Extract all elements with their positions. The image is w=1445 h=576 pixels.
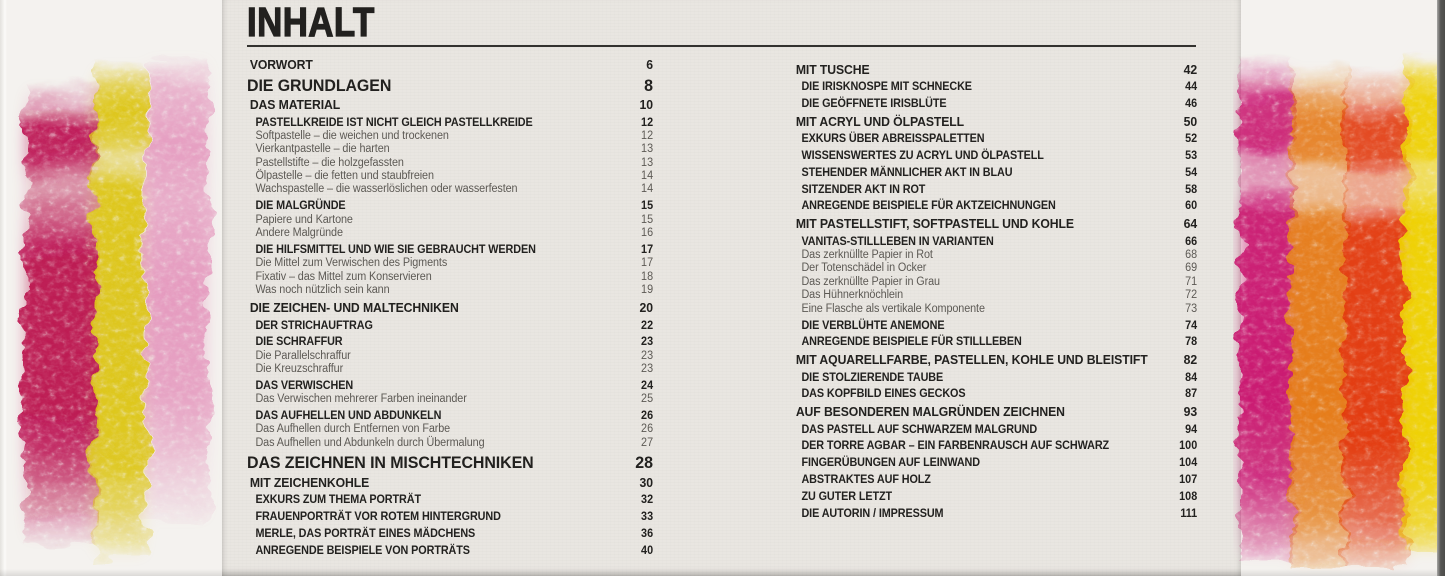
toc-row <box>793 404 1197 420</box>
magenta-pastel-stroke <box>1239 55 1293 560</box>
toc-entry-label: Ölpastelle – die fetten und staubfreien <box>255 170 434 183</box>
toc-row <box>247 170 653 183</box>
toc-row <box>247 335 653 349</box>
toc-column-left <box>247 54 653 558</box>
toc-entry-label: Wachspastelle – die wasserlöslichen oder wasserfesten <box>255 183 518 196</box>
toc-entry-page: 24 <box>641 379 654 392</box>
toc-row <box>247 57 653 73</box>
toc-entry-page: 23 <box>641 362 654 375</box>
toc-entry-label: VANITAS-STILLLEBEN IN VARIANTEN <box>801 235 994 248</box>
toc-entry-label: Das Aufhellen durch Entfernen von Farbe <box>255 423 451 436</box>
toc-row <box>793 387 1197 401</box>
toc-row <box>793 97 1197 111</box>
toc-row <box>793 132 1197 146</box>
toc-entry-page: 66 <box>1185 235 1198 248</box>
toc-entry-page: 12 <box>641 129 654 142</box>
toc-row <box>793 490 1197 504</box>
toc-row <box>793 473 1197 487</box>
toc-row <box>247 527 653 541</box>
toc-entry-page: 71 <box>1185 275 1198 288</box>
toc-entry-label: Das zerknüllte Papier in Rot <box>801 248 933 261</box>
toc-entry-page: 78 <box>1185 336 1198 349</box>
toc-entry-label: DAS MATERIAL <box>249 97 341 112</box>
toc-entry-page: 33 <box>641 511 654 524</box>
toc-row <box>247 423 653 436</box>
pastel-strokes-right <box>1233 0 1445 576</box>
toc-row <box>247 510 653 524</box>
toc-row <box>247 437 653 450</box>
toc-row <box>247 143 653 156</box>
toc-entry-page: 40 <box>641 544 654 557</box>
toc-entry-label: Die Mittel zum Verwischen des Pigments <box>255 257 448 270</box>
toc-entry-label: Das Verwischen mehrerer Farben ineinander <box>255 393 467 406</box>
toc-entry-label: MERLE, DAS PORTRÄT EINES MÄDCHENS <box>255 527 476 540</box>
toc-entry-page: 50 <box>1183 113 1198 129</box>
toc-row <box>793 80 1197 94</box>
toc-row <box>793 249 1197 262</box>
toc-entry-page: 13 <box>641 156 654 169</box>
toc-entry-page: 42 <box>1183 61 1198 77</box>
toc-entry-page: 30 <box>639 474 654 490</box>
toc-row <box>793 423 1197 437</box>
toc-entry-page: 74 <box>1185 319 1198 332</box>
toc-entry-label: Das zerknüllte Papier in Grau <box>801 275 940 288</box>
toc-row <box>793 235 1197 249</box>
toc-entry-page: 17 <box>641 257 654 270</box>
toc-entry-page: 14 <box>641 170 654 183</box>
toc-row <box>793 262 1197 275</box>
toc-entry-page: 72 <box>1185 289 1198 302</box>
bottom-page-shadow <box>0 569 1445 576</box>
pink-pastel-stroke <box>147 58 209 523</box>
toc-entry-label: DIE STOLZIERENDE TAUBE <box>801 371 944 384</box>
toc-row <box>793 335 1197 349</box>
toc-entry-page: 111 <box>1180 507 1198 520</box>
toc-row <box>793 352 1197 368</box>
toc-entry-page: 94 <box>1185 423 1198 436</box>
toc-entry-page: 73 <box>1185 302 1198 315</box>
toc-entry-label: ZU GUTER LETZT <box>801 490 893 503</box>
toc-entry-page: 26 <box>641 423 654 436</box>
toc-entry-label: DIE VERBLÜHTE ANEMONE <box>801 319 945 332</box>
toc-entry-page: 19 <box>641 284 654 297</box>
toc-entry-page: 108 <box>1179 490 1198 503</box>
toc-entry-label: DAS ZEICHNEN IN MISCHTECHNIKEN <box>247 453 534 473</box>
toc-entry-label: DAS KOPFBILD EINES GECKOS <box>801 388 966 401</box>
toc-row <box>247 475 653 491</box>
toc-entry-label: MIT PASTELLSTIFT, SOFTPASTELL UND KOHLE <box>795 216 1074 232</box>
toc-row <box>247 393 653 406</box>
toc-entry-page: 52 <box>1185 133 1198 146</box>
toc-entry-page: 10 <box>639 97 654 112</box>
toc-row <box>247 227 653 240</box>
toc-row <box>247 350 653 363</box>
toc-entry-label: Papiere und Kartone <box>255 213 353 226</box>
toc-entry-label: EXKURS ÜBER ABREISSPALETTEN <box>801 133 985 146</box>
toc-row <box>247 544 653 558</box>
toc-entry-label: STEHENDER MÄNNLICHER AKT IN BLAU <box>801 166 1013 179</box>
toc-row <box>793 114 1197 130</box>
toc-entry-label: Das Hühnerknöchlein <box>801 289 904 302</box>
toc-entry-label: DER TORRE AGBAR – EIN FARBENRAUSCH AUF SCHWARZ <box>801 440 1110 453</box>
toc-entry-page: 12 <box>641 116 654 129</box>
toc-entry-page: 25 <box>641 393 654 406</box>
toc-entry-page: 17 <box>641 244 654 257</box>
toc-entry-page: 20 <box>639 299 654 315</box>
toc-row <box>247 243 653 257</box>
toc-entry-label: ANREGENDE BEISPIELE FÜR AKTZEICHNUNGEN <box>801 200 1056 213</box>
toc-row <box>793 319 1197 333</box>
toc-row <box>247 257 653 270</box>
toc-row <box>793 303 1197 316</box>
toc-entry-page: 26 <box>641 410 654 423</box>
toc-entry-page: 82 <box>1183 352 1198 367</box>
toc-entry-page: 58 <box>1185 183 1198 196</box>
toc-entry-page: 107 <box>1179 474 1198 487</box>
toc-entry-label: DAS VERWISCHEN <box>255 379 354 392</box>
toc-entry-page: 69 <box>1185 262 1198 275</box>
toc-row <box>247 363 653 376</box>
toc-entry-label: Andere Malgründe <box>255 227 343 240</box>
book-edge-shadow <box>1437 0 1445 576</box>
toc-entry-label: ABSTRAKTES AUF HOLZ <box>801 474 931 487</box>
toc-entry-page: 60 <box>1185 200 1198 213</box>
toc-row <box>247 214 653 227</box>
toc-entry-label: DIE IRISKNOSPE MIT SCHNECKE <box>801 81 972 94</box>
toc-entry-page: 64 <box>1183 216 1198 232</box>
toc-row <box>247 493 653 507</box>
toc-row <box>247 130 653 143</box>
toc-entry-label: MIT TUSCHE <box>795 61 870 77</box>
toc-column-right <box>793 59 1197 521</box>
toc-entry-label: DIE SCHRAFFUR <box>255 336 343 349</box>
toc-row <box>247 76 653 95</box>
toc-row <box>247 409 653 423</box>
toc-entry-page: 84 <box>1185 371 1198 384</box>
toc-row <box>793 456 1197 470</box>
toc-row <box>793 439 1197 453</box>
toc-row <box>247 284 653 297</box>
toc-entry-page: 68 <box>1185 248 1198 261</box>
toc-entry-label: Das Aufhellen und Abdunkeln durch Übermalung <box>255 436 485 449</box>
toc-entry-label: DIE AUTORIN / IMPRESSUM <box>801 507 944 520</box>
toc-row <box>793 507 1197 521</box>
toc-entry-page: 23 <box>641 336 654 349</box>
toc-entry-label: PASTELLKREIDE IST NICHT GLEICH PASTELLKREIDE <box>255 116 533 129</box>
toc-entry-page: 46 <box>1185 97 1198 110</box>
page-title: INHALT <box>247 0 375 45</box>
toc-row <box>793 371 1197 385</box>
toc-entry-label: DIE GEÖFFNETE IRISBLÜTE <box>801 97 947 110</box>
pastel-strokes-left <box>0 0 230 576</box>
toc-entry-label: Eine Flasche als vertikale Komponente <box>801 302 985 315</box>
toc-entry-page: 100 <box>1179 440 1198 453</box>
toc-entry-label: Die Kreuzschraffur <box>255 362 344 375</box>
toc-entry-label: MIT ACRYL UND ÖLPASTELL <box>795 113 965 129</box>
toc-entry-label: DER STRICHAUFTRAG <box>255 319 373 332</box>
toc-entry-label: Softpastelle – die weichen und trockenen <box>255 129 449 142</box>
toc-entry-page: 27 <box>641 436 654 449</box>
toc-entry-label: FRAUENPORTRÄT VOR ROTEM HINTERGRUND <box>255 511 501 524</box>
toc-entry-label: VORWORT <box>249 56 313 72</box>
toc-row <box>247 271 653 284</box>
toc-entry-page: 44 <box>1185 81 1198 94</box>
toc-row <box>247 116 653 130</box>
toc-entry-page: 18 <box>641 270 654 283</box>
toc-entry-label: EXKURS ZUM THEMA PORTRÄT <box>255 494 421 507</box>
toc-entry-label: FINGERÜBUNGEN AUF LEINWAND <box>801 457 980 470</box>
toc-entry-label: ANREGENDE BEISPIELE FÜR STILLLEBEN <box>801 336 1022 349</box>
toc-row <box>793 216 1197 232</box>
toc-entry-label: DIE GRUNDLAGEN <box>247 75 392 95</box>
toc-row <box>793 166 1197 180</box>
toc-row <box>247 319 653 333</box>
toc-row <box>247 453 653 472</box>
toc-entry-page: 36 <box>641 527 654 540</box>
red-pastel-stroke <box>1344 68 1410 568</box>
toc-row <box>793 149 1197 163</box>
toc-entry-label: Der Totenschädel in Ocker <box>801 262 927 275</box>
toc-row <box>793 62 1197 78</box>
toc-row <box>247 199 653 213</box>
toc-page <box>222 0 1241 576</box>
toc-entry-label: ANREGENDE BEISPIELE VON PORTRÄTS <box>255 544 470 557</box>
toc-entry-page: 104 <box>1179 457 1198 470</box>
toc-row <box>247 183 653 196</box>
toc-row <box>793 199 1197 213</box>
toc-entry-label: DIE ZEICHEN- UND MALTECHNIKEN <box>249 299 459 315</box>
toc-entry-label: MIT AQUARELLFARBE, PASTELLEN, KOHLE UND BLEISTIFT <box>795 352 1148 367</box>
toc-entry-label: DIE HILFSMITTEL UND WIE SIE GEBRAUCHT WERDEN <box>255 244 536 257</box>
toc-entry-page: 6 <box>646 56 654 72</box>
toc-entry-label: MIT ZEICHENKOHLE <box>249 474 370 490</box>
toc-entry-page: 14 <box>641 183 654 196</box>
toc-entry-page: 23 <box>641 349 654 362</box>
toc-row <box>793 289 1197 302</box>
toc-entry-page: 22 <box>641 319 654 332</box>
toc-entry-page: 15 <box>641 213 654 226</box>
yellow-pastel-stroke <box>94 62 146 560</box>
orange-pastel-stroke <box>1290 63 1347 568</box>
toc-entry-page: 8 <box>644 75 654 95</box>
toc-entry-label: Fixativ – das Mittel zum Konservieren <box>255 270 432 283</box>
toc-entry-label: DAS PASTELL AUF SCHWARZEM MALGRUND <box>801 423 1038 436</box>
toc-entry-page: 53 <box>1185 149 1198 162</box>
title-rule <box>247 45 1196 47</box>
crimson-pastel-stroke <box>24 80 96 545</box>
toc-entry-label: Die Parallelschraffur <box>255 349 351 362</box>
toc-entry-label: Vierkantpastelle – die harten <box>255 143 390 156</box>
toc-entry-page: 93 <box>1183 404 1198 420</box>
toc-entry-label: SITZENDER AKT IN ROT <box>801 183 926 196</box>
toc-entry-label: DIE MALGRÜNDE <box>255 200 346 213</box>
toc-entry-page: 54 <box>1185 166 1198 179</box>
toc-entry-page: 28 <box>635 453 654 473</box>
toc-entry-label: DAS AUFHELLEN UND ABDUNKELN <box>255 410 442 423</box>
toc-row <box>247 97 653 113</box>
toc-entry-page: 16 <box>641 227 654 240</box>
toc-entry-label: Pastellstifte – die holzgefassten <box>255 156 404 169</box>
toc-entry-label: Was noch nützlich sein kann <box>255 284 390 297</box>
toc-entry-page: 15 <box>641 200 654 213</box>
toc-row <box>793 276 1197 289</box>
toc-entry-page: 87 <box>1185 388 1198 401</box>
toc-row <box>247 157 653 170</box>
toc-entry-label: AUF BESONDEREN MALGRÜNDEN ZEICHNEN <box>795 404 1065 420</box>
toc-entry-page: 13 <box>641 143 654 156</box>
toc-entry-page: 32 <box>641 494 654 507</box>
toc-entry-label: WISSENSWERTES ZU ACRYL UND ÖLPASTELL <box>801 149 1044 162</box>
toc-row <box>247 300 653 316</box>
toc-row <box>247 379 653 393</box>
toc-row <box>793 183 1197 197</box>
